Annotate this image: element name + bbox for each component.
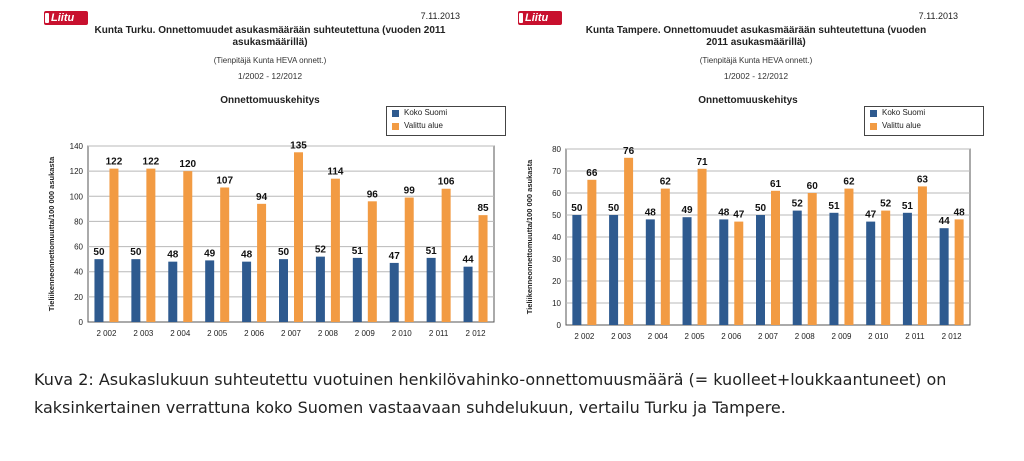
data-label: 51 [425,245,437,257]
x-tick-label: 2 009 [831,332,852,341]
bar-koko-suomi [683,217,692,325]
y-tick-label: 20 [74,292,83,302]
data-label: 96 [366,189,378,201]
bar-koko-suomi [829,213,838,325]
data-label: 106 [437,176,455,188]
bar-koko-suomi [94,259,103,322]
bar-koko-suomi [793,211,802,325]
bar-koko-suomi [279,259,288,322]
x-tick-label: 2 005 [684,332,705,341]
legend-item-koko-suomi [865,107,983,120]
bar-valittu-alue [294,152,303,322]
source-note: (Tienpitäjä Kunta HEVA onnett.) [699,56,813,65]
x-tick-label: 2 002 [574,332,595,341]
data-label: 50 [571,203,583,214]
bar-koko-suomi [903,213,912,325]
data-label: 94 [256,191,268,203]
chart-title: Kunta Turku. Onnettomuudet asukasmäärään suhteutettuna (vuoden 2011 asukasmäärillä) [94,25,446,48]
y-tick-label: 40 [74,267,83,277]
y-tick-label: 80 [552,145,561,154]
data-label: 49 [204,248,216,260]
x-tick-label: 2 003 [133,329,154,338]
data-label: 48 [241,249,253,261]
bar-koko-suomi [464,267,473,322]
data-label: 47 [388,250,400,262]
legend-swatch-valittu-alue [392,123,399,130]
x-tick-label: 2 012 [941,332,962,341]
data-label: 44 [462,254,474,266]
bar-valittu-alue [808,193,817,325]
bar-koko-suomi [168,262,177,322]
logo-text: Liitu [525,12,549,24]
bar-koko-suomi [427,258,436,322]
y-tick-label: 100 [69,192,83,202]
data-label: 51 [351,245,363,257]
logo-text: Liitu [51,12,75,24]
legend-label: Valittu alue [404,121,443,130]
y-tick-label: 120 [69,167,83,177]
x-tick-label: 2 006 [721,332,742,341]
y-tick-label: 80 [74,217,83,227]
data-label: 52 [791,198,803,210]
data-label: 122 [105,156,123,168]
y-tick-label: 0 [78,318,83,327]
data-label: 76 [623,145,635,157]
bar-valittu-alue [368,201,377,322]
bar-chart-tampere [514,130,1014,345]
bar-koko-suomi [353,258,362,322]
report-date: 7.11.2013 [420,11,460,21]
data-label: 50 [754,203,767,214]
data-label: 71 [696,156,708,168]
section-title: Onnettomuuskehitys [698,95,798,106]
bar-chart-turku [10,130,510,345]
x-tick-label: 2 011 [905,332,925,341]
bar-koko-suomi [646,219,655,325]
x-tick-label: 2 004 [647,332,668,341]
y-tick-label: 50 [552,211,561,220]
data-label: 120 [179,159,197,171]
x-tick-label: 2 007 [280,329,302,338]
data-label: 52 [314,244,326,256]
bar-valittu-alue [479,215,488,322]
chart-panel-turku [10,0,510,360]
data-label: 50 [130,247,142,259]
data-label: 48 [718,207,730,219]
data-label: 48 [953,207,965,219]
x-tick-label: 2 010 [868,332,889,341]
report-date: 7.11.2013 [918,11,958,21]
data-label: 51 [828,200,840,212]
x-tick-label: 2 002 [96,329,117,338]
bar-koko-suomi [609,215,618,325]
y-tick-label: 40 [552,233,561,242]
bar-valittu-alue [587,180,596,325]
legend-swatch-koko-suomi [392,110,399,117]
y-axis-label: Tieliikenneonnettomuutta/100 000 asukasta [47,156,56,312]
x-tick-label: 2 003 [611,332,632,341]
legend-swatch-valittu-alue [870,123,877,130]
data-label: 122 [142,156,160,168]
source-note: (Tienpitäjä Kunta HEVA onnett.) [213,56,327,65]
y-tick-label: 10 [552,299,561,308]
bar-valittu-alue [405,198,414,322]
bar-koko-suomi [719,219,728,325]
x-tick-label: 2 009 [354,329,375,338]
x-tick-label: 2 011 [428,329,449,338]
bar-valittu-alue [442,189,451,322]
data-label: 51 [901,200,913,212]
bar-valittu-alue [331,179,340,322]
section-title: Onnettomuuskehitys [220,95,320,106]
data-label: 47 [733,209,745,221]
x-tick-label: 2 008 [317,329,338,338]
x-tick-label: 2 005 [207,329,228,338]
bar-valittu-alue [146,169,155,322]
data-label: 85 [477,203,489,215]
data-label: 107 [216,175,234,187]
bar-koko-suomi [756,215,765,325]
bar-valittu-alue [844,189,853,325]
figure-caption: Kuva 2: Asukaslukuun suhteutettu vuotuinen henkilövahinko-onnettomuusmäärä (= kuolleet+loukkaantuneet) on kaksinkertainen verrattuna koko Suomen vastaavaan suhdelukuun, vertailu Turku ja Tampere. [34,370,947,417]
bar-koko-suomi [390,263,399,322]
data-label: 62 [659,176,671,188]
bar-valittu-alue [109,169,118,322]
data-label: 50 [93,247,105,259]
bar-valittu-alue [881,211,890,325]
bar-valittu-alue [257,204,266,322]
x-tick-label: 2 012 [465,329,486,338]
data-label: 63 [916,174,928,186]
bar-valittu-alue [771,191,780,325]
x-tick-label: 2 004 [170,329,191,338]
data-label: 52 [880,198,892,210]
period-label: 1/2002 - 12/2012 [237,71,303,81]
legend-label: Koko Suomi [404,108,448,117]
x-tick-label: 2 006 [244,329,265,338]
bar-valittu-alue [183,171,192,322]
y-tick-label: 60 [552,189,561,198]
data-label: 62 [843,176,855,188]
data-label: 99 [403,185,415,197]
bar-koko-suomi [866,222,875,325]
legend-swatch-koko-suomi [870,110,877,117]
bar-valittu-alue [918,186,927,325]
x-tick-label: 2 010 [391,329,412,338]
data-label: 114 [327,166,344,178]
bar-koko-suomi [940,228,949,325]
data-label: 44 [938,216,950,228]
bar-valittu-alue [698,169,707,325]
chart-title: Kunta Tampere. Onnettomuudet asukasmäärään suhteutettuna (vuoden 2011 asukasmäärillä) [585,25,927,48]
legend-item-koko-suomi [387,107,505,120]
data-label: 61 [769,178,782,190]
data-label: 66 [586,167,598,179]
x-tick-label: 2 008 [794,332,815,341]
data-label: 60 [806,181,818,192]
bar-valittu-alue [624,158,633,325]
data-label: 48 [167,249,179,261]
bar-koko-suomi [205,260,214,322]
bar-koko-suomi [572,215,581,325]
y-tick-label: 140 [69,142,83,151]
y-tick-label: 60 [74,242,83,252]
liitu-logo [44,11,88,25]
bar-valittu-alue [661,189,670,325]
data-label: 48 [644,207,656,219]
bar-valittu-alue [220,187,229,322]
legend-label: Valittu alue [882,121,921,130]
data-label: 47 [865,209,877,221]
data-label: 50 [277,247,290,259]
y-tick-label: 70 [552,167,561,176]
bar-valittu-alue [734,222,743,325]
y-tick-label: 30 [552,255,561,264]
legend-label: Koko Suomi [882,108,926,117]
bar-valittu-alue [955,219,964,325]
data-label: 50 [608,203,620,214]
y-tick-label: 0 [556,321,561,330]
y-tick-label: 20 [552,277,561,286]
bar-koko-suomi [242,262,251,322]
bar-koko-suomi [131,259,140,322]
period-label: 1/2002 - 12/2012 [723,71,789,81]
data-label: 135 [290,140,307,152]
data-label: 49 [681,205,693,217]
liitu-logo [518,11,562,25]
chart-panel-tampere [514,0,1014,360]
x-tick-label: 2 007 [757,332,779,341]
y-axis-label: Tieliikenneonnettomuutta/100 000 asukasta [525,159,534,315]
bar-koko-suomi [316,257,325,322]
